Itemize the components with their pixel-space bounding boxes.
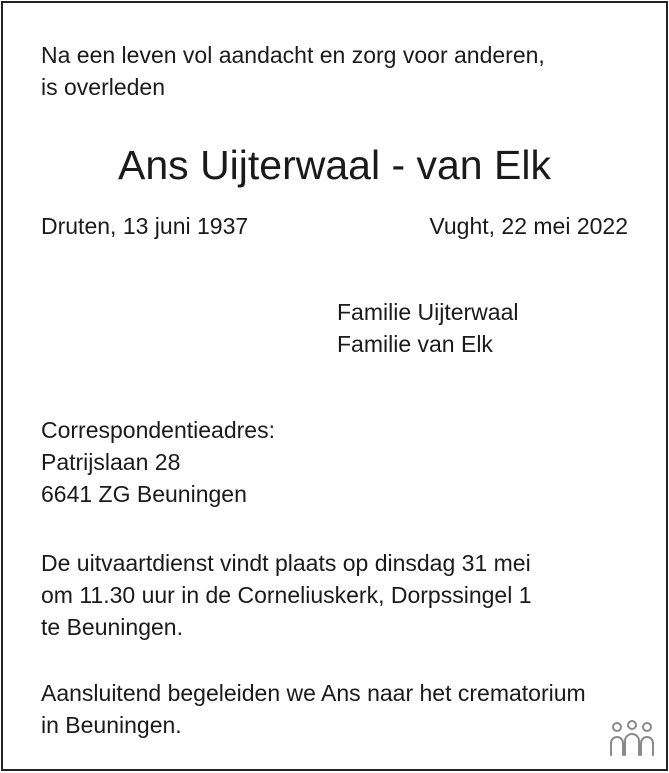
- funeral-line-3: te Beuningen.: [41, 614, 183, 640]
- family-line-1: Familie Uijterwaal: [337, 299, 519, 325]
- address-street: Patrijslaan 28: [41, 449, 181, 475]
- address-label: Correspondentieadres:: [41, 417, 275, 443]
- birth-place-date: Druten, 13 juni 1937: [41, 213, 249, 239]
- correspondence-address: [41, 414, 275, 510]
- people-group-icon: [608, 719, 656, 759]
- closing-line-1: Aansluitend begeleiden we Ans naar het crematorium: [41, 680, 586, 706]
- intro-text: [41, 39, 545, 103]
- funeral-line-2: om 11.30 uur in de Corneliuskerk, Dorpssingel 1: [41, 582, 532, 608]
- funeral-line-1: De uitvaartdienst vindt plaats op dinsdag 31 mei: [41, 550, 531, 576]
- death-place-date: Vught, 22 mei 2022: [429, 213, 628, 239]
- family-line-2: Familie van Elk: [337, 331, 493, 357]
- closing-line-2: in Beuningen.: [41, 712, 182, 738]
- obituary-card: [1, 1, 668, 771]
- funeral-details: [41, 547, 532, 643]
- family-names: [337, 296, 518, 360]
- intro-line-1: Na een leven vol aandacht en zorg voor anderen,: [41, 42, 545, 68]
- intro-line-2: is overleden: [41, 74, 166, 100]
- closing-text: [41, 677, 586, 741]
- deceased-name: Ans Uijterwaal - van Elk: [118, 142, 551, 188]
- address-postal-city: 6641 ZG Beuningen: [41, 481, 247, 507]
